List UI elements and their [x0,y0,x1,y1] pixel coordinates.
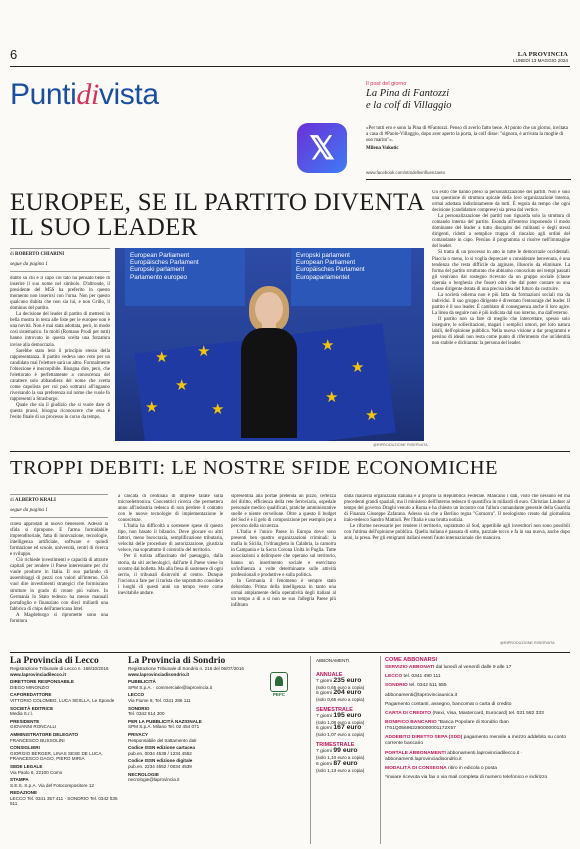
come-text: tel. 0342 511 555 [409,683,447,689]
paragraph: A Magdeburgo si ripromette sono una fornitura [10,612,108,624]
section-text: GIOVANNI RONCALLI [10,724,57,730]
masthead-section [128,745,216,756]
come-heading: COME ABBONARSI [385,657,438,663]
footer-come [385,657,571,847]
abb-annuale: ANNUALE [316,671,343,678]
section-label: PER LA PUBBLICITÀ NAZIONALE [128,718,202,724]
section-text: SPM S.p.A. · commerciale@laprovincia.it [128,684,213,690]
come-text: *inviare ricevuta via fax o via mail completa di numero telefonico e indirizzo [385,774,548,780]
wall-text: Europäisches Parlament [296,266,365,274]
section-label: STAMPA [10,777,29,783]
masthead-section [128,692,216,703]
paragraph: Per il turista affascinato del paesaggio, dalla storia, da siti archeologici, dall'arte il Paese viene in scontro dal bolletta. Ma alla fresa di sostenere di ogni serrio, il tribunali disinvolti al centro. Dunque l'inciona a fare per il turista che soprattutto considera i luoghi di questi anni un tempo veste come inevitabile andare. [118,554,223,596]
lecco-title: La Provincia di Lecco [10,656,99,666]
come-item [385,702,571,708]
section-label: CONSIGLIERI [10,745,40,751]
come-text: dal lunedì al venerdì dalle 9 alle 17 [435,665,512,670]
come-item [385,720,571,732]
paragraph: Quale che sia il giudizio che si vuole dare di questa prassi, bisogna riconoscere che essa è l'esito finale di un processo in corso da tempo, [10,402,110,421]
byline-rule [10,494,108,495]
star-icon: ★ [145,398,159,416]
article2-byline [10,498,56,503]
section-text: pub.en. 2234 4552 / 0034 4539 [128,763,192,769]
paragraph: Ciò richiede investimenti e capacità di attrarre capitali per rendere il Paese interessante per chi vuole produrre in Italia. Il suo parlando di assemblaggi di pezzi con valori all'interno. Ciò vuol dire investimenti strategici che formiscano strutture in grado di creare più valore. In Germania lo Stato tedesco ha messo manuali portafoglio e finanziato con dieci miliardi una fabbrica di chips dell'americana Intel. [10,558,108,612]
masthead-section [128,772,216,783]
price-days: 6 giorni [316,691,333,697]
photo-credit: @RIPRODUZIONE RISERVATA [373,443,428,447]
come-label: LECCO [385,674,403,680]
section-label: Codice ISSN edizione digitale [128,758,193,764]
article2-col3 [231,494,336,646]
section-text: Via Paolo 6, 22100 Como [10,769,63,775]
section-text: VITTORIO COLOMBO, LUCA SESLLA, Le Sponde [10,697,115,703]
star-icon: ★ [211,400,225,418]
sondrio-title: La Provincia di Sondrio [128,656,226,666]
price-value: 235 euro [333,676,362,684]
sondrio-sections [128,679,216,783]
masthead-section [128,758,216,769]
byline-prefix: di [10,252,14,257]
section-text: LECCO Tel. 0341 357 411 · SONDRIO Tel. 0342 535 511 [10,795,118,807]
section-text: DIEGO MINONZIO [10,684,50,690]
section-text: Media S.r.l. [10,711,33,717]
post-kicker: Il post del giorno [366,81,407,87]
paragraph: Sarebbe stato leso il principio stesso della rappresentanza. Il partito vedeva uno voto per un candidato mai l'elettore sarà un altro. Formalmente l'obiezione è ineccepibile. Bisogna dire, però, che l'elettorato è perfettamente a conoscenza del carattere solo abbandiera del nome che svetta come capolista per cui può sottrarsi all'inganno riversando la sua preferenza sul nome che vuole fo rappresenti a Strasburgo. [10,348,110,402]
photo-wall-right [291,248,411,306]
photo-wall-left [125,248,245,306]
section-label: NECROLOGIE [128,771,159,777]
abb-annuale-rows [316,678,378,703]
pefc-label: PEFC [272,692,286,697]
footer-sondrio [128,656,258,846]
section-label: CAPOREDATTORE [10,692,52,698]
paragraph: dalla malavita organizzata italiana e a proprio la Repubblica Federale. Mancano i dati, visto che nessuno ed ma precedenti grandi spaziali, ma il ministero dell'Interno tedesco ti quantifica in miliardi di euro. Christian Lindner al tempo del governo Draghi venuto a Roma e ha chiesto un incontro con l'allora comandante generale della Guardia di Finanza Giuseppe Zafarana. Adesso sia che a Berlino regna "Gomorra". Il neologismo creato dal giornalista italo-tedesco Sandro Mattioli. Per l'Italia è una brutta notizia. [344,494,570,524]
section-label: DIRETTORE RESPONSABILE [10,679,74,685]
come-text: pagamento mensile a mezzo addebito su conto corrente bancario [385,735,567,747]
masthead-section [10,764,122,775]
come-item [385,693,571,699]
price-days: 7 giorni [316,678,333,684]
section-label: AMMINISTRATORE DELEGATO [10,731,79,737]
masthead-section [10,777,122,788]
price-note: (solo 1,07 euro a copia) [316,732,365,738]
star-icon: ★ [175,376,189,394]
wall-text: Evropski parlament [296,252,350,259]
paragraph: In Germania il fenomeno è sempre stato debordato. Prima della intelligenza in tanto una ormai ampiamente della operatività degli italiani al un tempo a di a si non ne suo l'allegria Paese più infiltrato [231,578,336,608]
abb-semestrale: SEMESTRALE [316,706,353,713]
speaker-figure [233,286,305,436]
come-item [385,683,571,689]
post-title-line2: e la colf di Villaggio [366,100,452,111]
paragraph: sipresentila alla portae pretenda un pizzo, certezza del diritto, efficienza della rete ferroviaria, ospedale personale medico qualificati, pratiche amministrative snelle e niente cervellone. Oltre a questo il budget del Sud è e il gelo di composizione per esempio per a percorso della sicurezza. [231,494,336,530]
price-note: (solo 1,10 euro a copia) [316,754,365,760]
abb-heading: ABBONAMENTI [316,658,350,663]
wall-text: Europäisches Parlament [130,259,199,267]
sondrio-address: Registrazione Tribunale di Sondrio n. 216 del 06/07/2016 [128,666,244,671]
price-value: 204 euro [333,689,362,697]
paragraph: Un esito che hanno preso la personalizzazione dei partiti. Non è solo una questione di struttura apicale della loro organizzazione interna, ormai adottata indistintamente da tutti. È regola da tempo che ogni decisione (candidature comprese) sia presa dal vertice. [432,190,570,214]
star-icon: ★ [351,358,365,376]
come-label: ADDEBITO DIRETTO SEPA (SDD) [385,735,463,741]
wall-text: European Parliament [296,259,356,267]
paragraph: La decisione del leader di partito di mettersi in bella mostra in testa alle liste per le europee non è una novità. Non è mai stata adottata, però, in modo così sistematico. In molti (Romano Prodi per tutti) hanno introvato in questa scelta una forzatura invise alla democrazia. [10,312,110,348]
come-text: tel. 0341 490 111 [403,674,441,680]
section-label: LECCO [128,692,145,698]
wall-text: Europski parlament [130,266,185,274]
section-text: pub.en. 0034 4539 / 1234 4552 [128,750,192,756]
section-label: Codice ISSN edizione cartacea [128,745,195,751]
abb-trimestrale-rows [316,748,378,773]
price-row [316,761,378,774]
post-title [366,88,566,112]
masthead-section [10,732,122,743]
price-days: 6 giorni [316,726,333,732]
masthead-section [10,719,122,730]
price-days: 7 giorni [316,713,333,719]
price-value: 167 euro [333,724,362,732]
section-label: SOCIETÀ EDITRICE [10,705,54,711]
come-text: "Banca Popolare di Sondrio Iban IT61Q056962290000001172X57 [385,720,509,732]
section-rule [10,451,570,452]
footer-abbonamenti [316,658,378,773]
post-author: Milena Vukotic [366,145,399,151]
paragraph: Le riforme necessarie per rendere il territorio, soprattutto al Sud, appetibile agli investitori non sono possibili con l'ultima dell'opinione pubblica. Quella italiana è passata di sotto, parziale tocco e fa in sua nuova, anche dopo anni, la presa. Per gli emigranti italiani esenti l'auto internazionale che mancava. [344,524,570,542]
article1-headline: EUROPEE, SE IL PARTITO DIVENTA IL SUO LEADER [10,189,424,241]
paragraph: L'Italia è l'unico Paese in Europa dove sono presenti ben quattro organizzazioni criminali: la mafia in Sicilia, l'n'drangheta in Calabria, la camorra in Campania e la Sacra Corona Unita in Puglia. Tutte associazioni a delinquere che operano sul territorio, hanno un inserimento sociale e esercitano un'influenza a volte determinante sulle attività professionali e produttive e sulla politica. [231,530,336,578]
section-rubric [10,78,159,112]
come-item [385,751,571,763]
section-label: SONDRIO [128,705,150,711]
article1-photo [115,248,424,441]
section-text: necrologie@laprovincia.it [128,777,180,783]
section-label: REDAZIONE [10,790,38,796]
paragraph: cinesi approdati al nuovo benessere. Adesso la sfida si ripropone. E l'arma formidabile imprenditoriale, fatta di innovazione, tecnologie, intelligenza artificiale, software e quindi formazione ed scuole, università, centri di ricerca e sviluppo. [10,522,108,558]
rubric-right: vista [98,78,159,111]
price-row [316,690,378,703]
article1-col1 [10,276,110,444]
come-items [385,665,571,781]
footer-rule [10,652,570,653]
paragraph: dubbi su chi è il capo col tato ha pensato bene di inserire il suo nome nel simbolo. D'altronde, il presidente del M5S ha preferito in questo momento non inserirsi con l'urna. Non per questo qualcuno dubita che non sia lui, e non Grillo, il dominus del partito. [10,276,110,312]
paragraph: L'Italia ha difficoltà a sostenere spese di questo tipo, non basato il bilancio. Deve giocare su altri fattori, meno burocrazia, semplificazione tributaria, velocità delle procedure di autorizzazione, giustizia veloce, ma soprattutto il controllo del territorio. [118,524,223,554]
pefc-logo-icon [270,672,288,692]
paragraph: a cascata di centinaia di imprese tarate sulla microelettronica. Concentrici ricerca che permettera anno all'industria tedesca di non perdere il contatto con le nuove tecnologie di implementazione le conoscenze. [118,494,223,524]
section-label: PUBBLICITÀ [128,679,156,685]
wall-text: European Parliament [130,252,190,259]
sondrio-url[interactable]: www.laprovinciadisondrio.it [128,671,190,677]
post-url[interactable]: www.facebook.com/stmdelleinfluenzaeto [366,170,446,175]
masthead [513,51,568,63]
pefc-badge [262,672,296,698]
come-text: ritiro in edicola o posta [448,765,497,771]
star-icon: ★ [197,342,211,360]
page-number: 6 [10,47,18,62]
byline-name: ROBERTO CHIARINI [15,252,65,257]
section-text: Via Fiume 8, Tel. 0341 286 111 [128,697,191,703]
footer-divider [380,656,381,844]
article2-credit: @RIPRODUZIONE RISERVATA [500,641,555,645]
section-text: Tel. 0342 514 300 [128,711,165,717]
post-quote-text: «Per tutti ero e sono la Pina di #Fantozzi. Penso di averlo fatto bene. Al punto che un giorno, invitata a casa di #Paolo-Villaggio, dopo aver aperto la porta, la colf disse: "signora, è arrivata la moglie di suo marito"». [366,126,568,144]
come-item [385,766,571,772]
come-label: CARTA DI CREDITO [385,710,432,716]
post-title-line1: La Pina di Fantozzi [366,88,450,99]
article1-col2 [432,190,570,442]
price-note: (solo 1,13 euro a copia) [316,767,365,773]
masthead-section [10,745,122,762]
paragraph: Si tratta di un processo in atto in tutte le democrazie occidentali. Piaccia o meno, lo si voglia deprecare o considerare benvenuta, è una tendenza che resta difficile da arginare, illusorio da eliminare. La forma del partito strutturato che abbiamo conosciuto nei tempi passati gli venivano dal sostegno ricevuto da un gruppo sociale (classe operaia o borghesia che fosse) oltre che dal poter contare su una classe dirigente dotata di una precisa idea del futuro da costruire. [432,250,570,292]
section-text: SPM S.p.A. Milano Tel. 02 454 071 [128,724,200,730]
star-icon: ★ [325,388,339,406]
come-label: SERVIZIO ABBONATI [385,665,435,670]
come-text: (Nexi, Visa, Mastercard, Eurocard) tel. 031 582 333 [432,710,544,716]
lecco-sections [10,679,122,807]
paragraph: La società odierna non è più fatta da formazioni sociali ma da individui. Il suo gruppo dirigente è diventato l'entourage del leader. Il partito è il suo leader. È cambiato di conseguenza anche il loro agire. La linea da seguire non è più indicata dal suo interno, ma dall'esterno. [432,292,570,316]
byline-rule-bottom [10,271,110,272]
section-label: PRIVACY [128,731,149,737]
article1-byline [10,252,64,257]
masthead-section [128,732,216,743]
come-label: BONIFICO BANCARIO [385,720,437,726]
section-label: PRESIDENTE [10,718,40,724]
price-days: 6 giorni [316,761,333,767]
masthead-section [10,706,122,717]
section-text: FRANCESCO BUSSOLINI [10,737,65,743]
footer-divider [310,656,311,844]
masthead-section [10,692,122,703]
article2-segue: segue da pagina 1 [10,507,48,513]
star-icon: ★ [155,348,169,366]
star-icon: ★ [321,336,335,354]
byline-prefix: di [10,498,14,503]
come-label: PORTALE ABBONAMENTI [385,750,446,756]
section-label: SEDE LEGALE [10,763,43,769]
come-item [385,711,571,717]
footer-lecco [10,656,122,846]
price-value: 87 euro [333,759,358,767]
masthead-section [10,679,122,690]
come-item [385,674,571,680]
masthead-section [10,790,122,807]
come-text: Pagamento contanti, assegno, bancomat o carta di credito [385,701,512,707]
header-rule [10,66,570,67]
come-label: MODALITÀ DI CONSEGNA [385,765,447,771]
byline-rule-bottom [10,517,108,518]
wall-text: Parlamento europeo [130,273,188,281]
paragraph: La personalizzazione dei partiti non riguarda solo la struttura di comando interna del partito. Esonda all'esterno imponendo il modo dominante del leader a tutto discapito dei militanti e degli stessi dirigenti, ridotti a semplice truppa di rincalzo agli ordini del comandante in capo. Persino il programma si risolve nell'immagine del leader. [432,214,570,250]
issue-date: LUNEDÌ 13 MAGGIO 2024 [513,58,568,63]
abb-semestrale-rows [316,713,378,738]
x-logo-icon: 𝕏 [297,123,347,173]
price-value: 195 euro [333,711,362,719]
wall-text: Europaparlamentet [296,273,350,281]
abb-trimestrale: TRIMESTRALE [316,741,355,748]
lecco-address: Registrazione Tribunale di Lecco n. 166/10/2016 [10,666,109,671]
section-text: S.E.S. S.p.A. Via del Fotocompositore 12 [10,782,94,788]
article2-col2 [118,494,223,646]
masthead-section [128,719,216,730]
come-item [385,775,571,781]
rubric-left: Punti [10,78,77,111]
come-item [385,735,571,747]
post-quote [366,126,571,152]
price-row [316,725,378,738]
price-value: 99 euro [333,746,358,754]
article2-headline: TROPPI DEBITI: LE NOSTRE SFIDE ECONOMICHE [10,457,499,479]
price-days: 7 giorni [316,748,333,754]
masthead-section [128,679,216,690]
section-text: Responsabile del trattamento dati [128,737,197,743]
section-text: GIORGIO BERGER, LINAS SESE DE LUCA, FRANCESCO DAGO, PIERO MIRIA [10,750,103,762]
come-item [385,665,571,671]
article2-col4 [344,494,570,640]
paragraph: Il partito non sa fare di meglio che intercettare, spesso solo inseguire, le sollecitazioni, magari i semplici umori, per loro natura labili, dell'opinione pubblica. Nella nuova visione a dar programmi e persino di ideali non resta come punto di riferimento che un'identità non stabile e dichiarata: la persona del leader. [432,316,570,347]
rubric-mid: di [76,78,99,111]
come-text: abbonamenti.laprovinciadilecco.it · abbonamenti.laprovinciadisondrio.it [385,750,523,762]
newspaper-name: LA PROVINCIA [517,51,568,58]
come-label: SONDRIO [385,683,408,689]
come-text: abbonamenti@laprovinciaunica.it [385,692,458,698]
article1-segue: segue da pagina 1 [10,261,48,267]
masthead-section [128,706,216,717]
star-icon: ★ [365,406,379,424]
article2-col1 [10,522,108,646]
byline-name: ALBERTO KRALI [15,498,56,503]
byline-rule [10,248,110,249]
price-note: (solo 0,65 euro a copia) [316,697,365,703]
lecco-url[interactable]: www.laprovinciadilecco.it [10,671,66,677]
post-rule [366,179,571,180]
price-note: (solo 0,65 euro a copia) [316,684,365,690]
price-note: (solo 1,08 euro a copia) [316,719,365,725]
